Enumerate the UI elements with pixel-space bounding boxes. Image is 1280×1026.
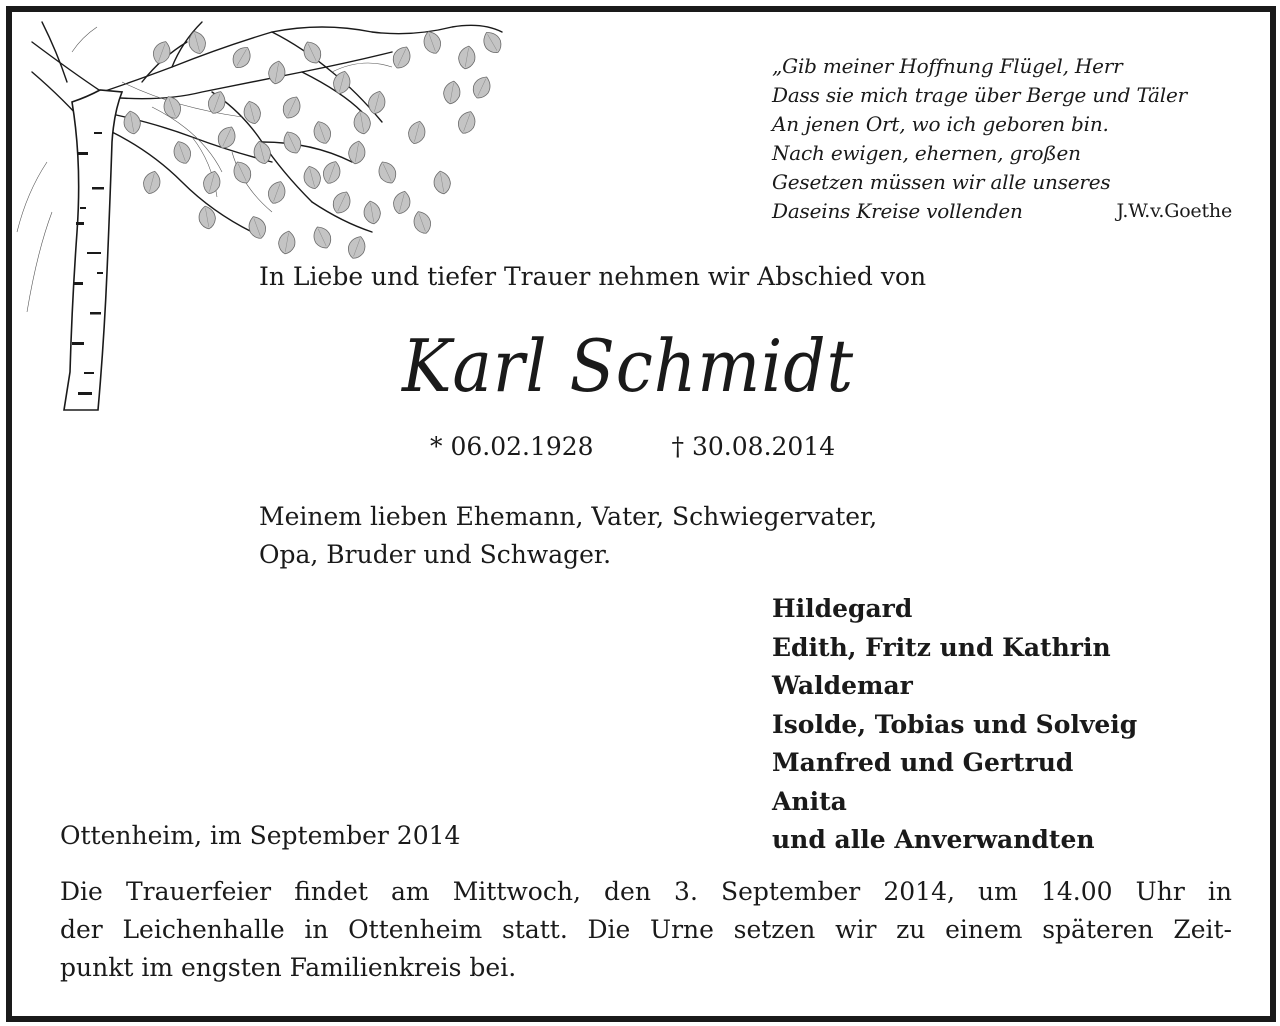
birth-date: * 06.02.1928 [430, 432, 594, 461]
ceremony-line: punkt im engsten Familienkreis bei. [60, 953, 517, 982]
deceased-name: Karl Schmidt [402, 324, 855, 408]
ceremony-line: Die Trauerfeier findet am Mittwoch, den 3. September 2014, um 14.00 Uhr in [60, 877, 1232, 906]
intro-text: In Liebe und tiefer Trauer nehmen wir Abschied von [259, 262, 927, 291]
quote-line: „Gib meiner Hoffnung Flügel, Herr [772, 54, 1123, 78]
mourner-entry: Manfred und Gertrud [772, 748, 1074, 777]
mourner-entry: Waldemar [772, 671, 913, 700]
relation-text [259, 498, 877, 574]
quote-author: J.W.v.Goethe [1116, 200, 1232, 222]
quote-line: An jenen Ort, wo ich geboren bin. [772, 112, 1109, 136]
obituary-notice [6, 6, 1276, 1022]
relation-line: Meinem lieben Ehemann, Vater, Schwiegervater, [259, 502, 878, 531]
quote-line: Gesetzen müssen wir alle unseres [772, 170, 1111, 194]
mourner-entry: Anita [772, 786, 847, 816]
mourner-entry: Hildegard [772, 594, 913, 623]
relation-line: Opa, Bruder und Schwager. [259, 540, 612, 569]
mourner-entry: Isolde, Tobias und Solveig [772, 709, 1138, 739]
ceremony-info [60, 873, 1232, 987]
quote-line: Daseins Kreise vollenden [772, 199, 1023, 223]
quote-last-line [772, 197, 1232, 226]
goethe-quote [772, 52, 1242, 226]
mourner-entry: Edith, Fritz und Kathrin [772, 632, 1111, 662]
quote-line: Nach ewigen, ehernen, großen [772, 141, 1081, 165]
place-and-date: Ottenheim, im September 2014 [60, 821, 461, 850]
quote-line: Dass sie mich trage über Berge und Täler [772, 83, 1187, 107]
death-date: † 30.08.2014 [671, 432, 836, 461]
mourners-list [772, 590, 1137, 860]
ceremony-line: der Leichenhalle in Ottenheim statt. Die Urne setzen wir zu einem späteren Zeit- [60, 915, 1232, 944]
life-dates [430, 432, 835, 461]
mourner-entry: und alle Anverwandten [772, 825, 1095, 854]
